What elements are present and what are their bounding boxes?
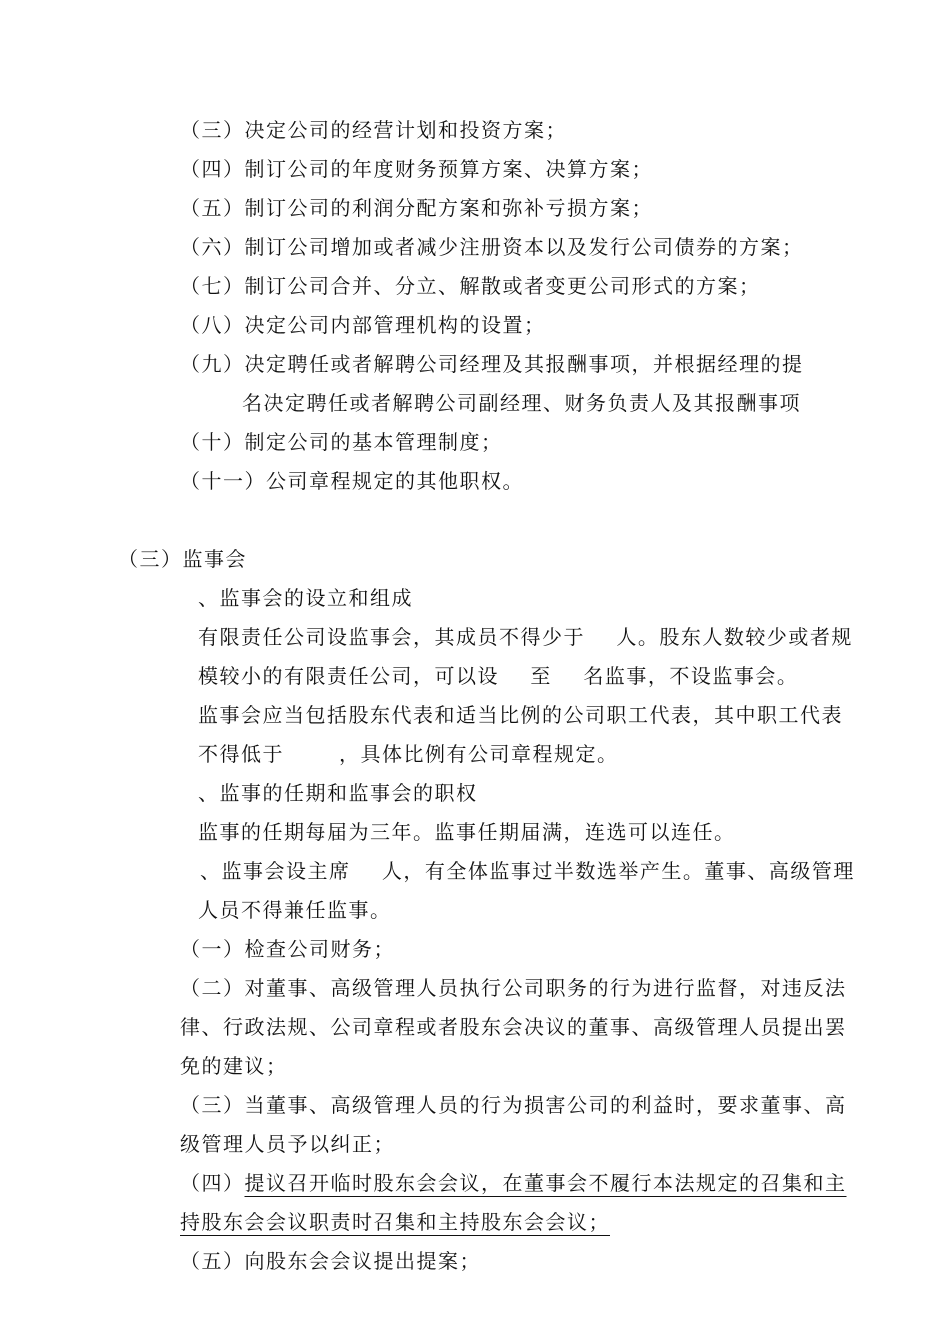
board-power-item: （九）决定聘任或者解聘公司经理及其报酬事项，并根据经理的提	[180, 352, 804, 376]
power-item: （一）检查公司财务；	[180, 937, 395, 961]
power-item: （二）对董事、高级管理人员执行公司职务的行为进行监督，对违反法	[180, 976, 847, 1000]
board-power-item: （八）决定公司内部管理机构的设置；	[180, 313, 546, 337]
subsection-title: 、监事的任期和监事会的职权	[198, 781, 478, 805]
paragraph-line: 监事的任期每届为三年。监事任期届满，连选可以连任。	[198, 820, 736, 844]
underlined-text: 提议召开临时股东会会议，在董事会不履行本法规定的召集和主	[244, 1171, 847, 1195]
board-power-item: （三）决定公司的经营计划和投资方案；	[180, 118, 567, 142]
underlined-text: 持股东会会议职责时召集和主持股东会会议；	[180, 1210, 610, 1234]
subsection-title: 、监事会的设立和组成	[198, 586, 413, 610]
power-item-continuation: 免的建议；	[180, 1054, 288, 1078]
power-item-continuation: 级管理人员予以纠正；	[180, 1132, 395, 1156]
board-power-item: （七）制订公司合并、分立、解散或者变更公司形式的方案；	[180, 274, 761, 298]
paragraph-line: 不得低于 ，具体比例有公司章程规定。	[198, 742, 619, 766]
board-power-item-continuation: 名决定聘任或者解聘公司副经理、财务负责人及其报酬事项	[242, 391, 801, 415]
board-power-item: （十一）公司章程规定的其他职权。	[180, 469, 524, 493]
item-prefix: （四）	[180, 1171, 245, 1195]
paragraph-line: 监事会应当包括股东代表和适当比例的公司职工代表，其中职工代表	[198, 703, 843, 727]
section-heading: （三）监事会	[118, 547, 247, 571]
board-power-item: （十）制定公司的基本管理制度；	[180, 430, 503, 454]
power-item	[180, 1169, 847, 1197]
power-item-continuation: 律、行政法规、公司章程或者股东会决议的董事、高级管理人员提出罢	[180, 1015, 847, 1039]
paragraph-line: 人员不得兼任监事。	[198, 898, 392, 922]
paragraph-line: 、监事会设主席 人，有全体监事过半数选举产生。董事、高级管理	[200, 859, 855, 883]
power-item-continuation	[180, 1208, 610, 1236]
power-item: （五）向股东会会议提出提案；	[180, 1249, 481, 1273]
paragraph-line: 有限责任公司设监事会，其成员不得少于 人。股东人数较少或者规	[198, 625, 853, 649]
board-power-item: （六）制订公司增加或者减少注册资本以及发行公司债券的方案；	[180, 235, 804, 259]
board-power-item: （五）制订公司的利润分配方案和弥补亏损方案；	[180, 196, 653, 220]
board-power-item: （四）制订公司的年度财务预算方案、决算方案；	[180, 157, 653, 181]
paragraph-line: 模较小的有限责任公司，可以设 至 名监事，不设监事会。	[198, 664, 799, 688]
power-item: （三）当董事、高级管理人员的行为损害公司的利益时，要求董事、高	[180, 1093, 847, 1117]
